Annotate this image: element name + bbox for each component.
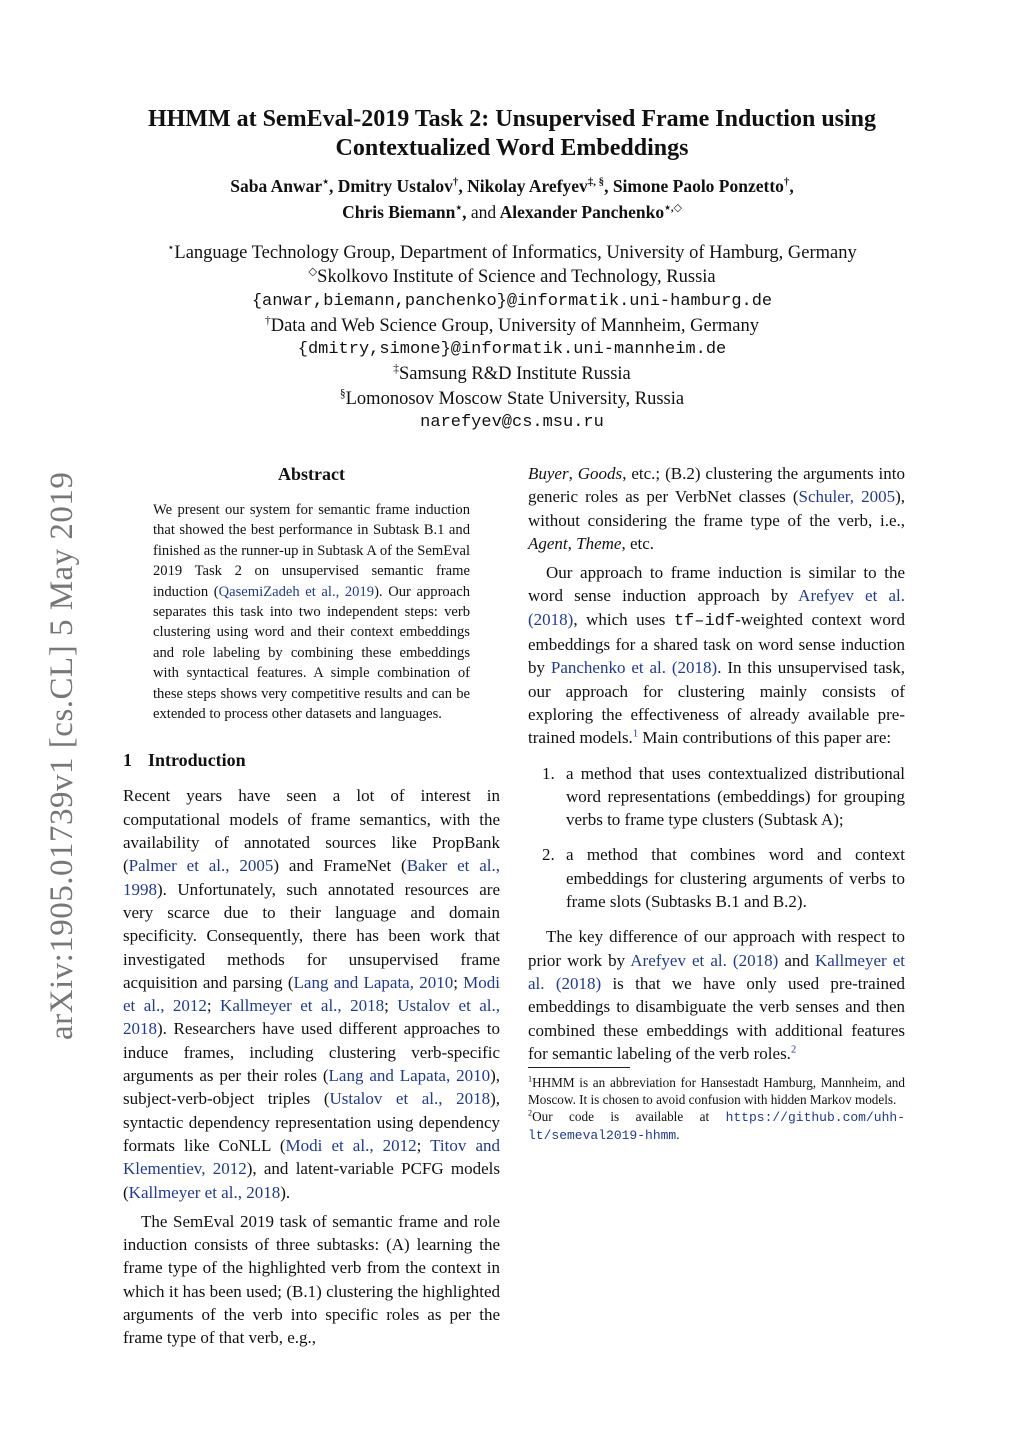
separator: ; <box>416 1135 431 1155</box>
citation-link[interactable]: Panchenko et al. (2018) <box>550 658 718 678</box>
tfidf-term: tf–idf <box>673 611 736 631</box>
footnote-divider <box>528 1067 630 1068</box>
list-marker: 1. <box>542 763 555 783</box>
citation-link[interactable]: Arefyev et al. (2018) <box>528 586 905 629</box>
contribution-list <box>528 762 905 914</box>
affiliation-line <box>100 314 924 338</box>
citation-link[interactable]: Schuler, 2005 <box>798 487 896 507</box>
paragraph-text: ), syntactic dependency representation using dependency formats like CoNLL ( <box>123 1089 500 1155</box>
role-term: Buyer <box>528 464 569 483</box>
affiliation-line <box>100 241 924 265</box>
list-item-text: a method that combines word and context embeddings for clustering arguments of verbs to frame slots (Subtasks B.1 and B.2). <box>566 845 905 912</box>
abstract-heading: Abstract <box>278 464 345 484</box>
footnote-marker[interactable]: 1 <box>632 728 639 740</box>
author-list <box>100 173 924 225</box>
citation-link[interactable]: Lang and Lapata, 2010 <box>328 1066 491 1086</box>
section-number: 1 <box>123 750 132 771</box>
paragraph-text: The key difference of our approach with respect to prior work by <box>528 927 905 970</box>
paragraph-text: Recent years have seen a lot of interest in computational models of frame semantics, with the availability of annotated sources like PropBank ( <box>123 786 500 876</box>
citation-link[interactable]: Ustalov et al., 2018 <box>329 1089 491 1109</box>
citation-link[interactable]: Modi et al., 2012 <box>285 1135 417 1155</box>
email-line[interactable]: narefyev@cs.msu.ru <box>420 413 604 433</box>
paragraph-text: . In this unsupervised task, our approach for clustering mainly consists of exploring the effectiveness of already available pre-trained models. <box>528 658 906 748</box>
paragraph-text: , etc.; (B.2) clustering the arguments into generic roles as per VerbNet classes ( <box>528 464 905 507</box>
separator: ; <box>453 972 464 992</box>
affiliation-line <box>100 362 924 386</box>
footnote-mark: 1 <box>528 1074 533 1084</box>
paragraph-continued <box>528 462 905 555</box>
author-name: Nikolay Arefyev <box>467 176 588 196</box>
author-mark: ⋆ <box>455 202 463 215</box>
citation-link[interactable]: Titov and Klementiev, 2012 <box>123 1135 500 1179</box>
list-item-text: a method that uses contextualized distributional word representations (embeddings) for grouping verbs to frame type clusters (Subtask A); <box>566 763 905 830</box>
role-term: Theme <box>576 533 622 553</box>
affiliation-mark: † <box>264 314 271 327</box>
author-mark: † <box>452 176 459 189</box>
list-marker: 2. <box>542 845 555 865</box>
citation-link[interactable]: QasemiZadeh et al., 2019 <box>218 583 375 600</box>
citation-link[interactable]: Palmer et al., 2005 <box>128 856 274 876</box>
author-line-1: Saba Anwar⋆, Dmitry Ustalov†, Nikolay Arefyev‡, §, Simone Paolo Ponzetto†, <box>230 176 794 196</box>
list-item <box>528 762 905 832</box>
paragraph-text: ). Researchers have used different approaches to induce frames, including clustering verb-specific arguments as per their roles ( <box>123 1019 500 1086</box>
citation-link[interactable]: Kallmeyer et al., 2018 <box>128 1182 281 1202</box>
section-heading-introduction <box>123 748 500 772</box>
author-mark: ‡, § <box>587 176 605 189</box>
paper-title <box>100 105 924 163</box>
affiliation-mark: ◇ <box>308 266 318 279</box>
footnote-text: . <box>676 1127 680 1143</box>
paragraph-text: , which uses <box>573 609 674 629</box>
affiliations <box>100 241 924 435</box>
abstract-text: We present our system for semantic frame induction that showed the best performance in Subtask B.1 and finished as the runner-up in Subtask A of the SemEval 2019 Task 2 on unsupervised semantic frame induction ( <box>153 502 470 600</box>
paragraph-text: is that we have only used pre-trained embeddings to disambiguate the verb senses and then combined these embeddings with additional features for semantic labeling of the verb roles. <box>528 973 905 1063</box>
citation-link[interactable]: Arefyev et al. (2018) <box>630 950 779 970</box>
affiliation-text: Samsung R&D Institute Russia <box>398 364 631 385</box>
email-line[interactable]: {dmitry,simone}@informatik.uni-mannheim.de <box>297 340 727 360</box>
paragraph <box>528 925 905 1065</box>
affiliation-mark: § <box>339 387 346 400</box>
separator: , <box>567 533 577 553</box>
author-name: Saba Anwar <box>230 176 323 196</box>
section-title: Introduction <box>148 750 246 771</box>
affiliation-line <box>100 265 924 289</box>
paragraph-text: ). Unfortunately, such annotated resources are very scarce due to their language and domain specificity. Consequently, there has been work that investigated methods for unsupervised frame acquisition and parsing ( <box>123 879 500 992</box>
code-url-link[interactable]: https://github.com/uhh-lt/semeval2019-hhmm <box>528 1110 905 1144</box>
author-name: Alexander Panchenko <box>499 202 665 222</box>
footnote <box>528 1108 905 1144</box>
affiliation-mark: ⋆ <box>167 241 175 254</box>
role-term: Goods <box>577 464 623 483</box>
affiliation-line <box>100 387 924 411</box>
abstract-body <box>153 500 470 724</box>
paragraph-text: and <box>778 950 815 970</box>
affiliation-text: Data and Web Science Group, University of Mannheim, Germany <box>270 315 759 336</box>
paragraph <box>528 561 905 749</box>
paragraph <box>123 1210 500 1350</box>
affiliation-text: Language Technology Group, Department of Informatics, University of Hamburg, Germany <box>174 243 857 263</box>
author-mark: ⋆,◇ <box>664 202 682 215</box>
author-name: Dmitry Ustalov <box>337 176 453 196</box>
paragraph-text: ), without considering the frame type of the verb, i.e., <box>528 487 905 530</box>
role-term: Agent <box>528 533 568 553</box>
paragraph-text: ), subject-verb-object triples ( <box>123 1066 500 1109</box>
title-line-1: HHMM at SemEval-2019 Task 2: Unsupervised Frame Induction using <box>147 106 877 132</box>
author-mark: ⋆ <box>322 176 329 189</box>
arxiv-stamp: arXiv:1905.01739v1 [cs.CL] 5 May 2019 <box>44 471 80 1040</box>
paragraph-text: ) and FrameNet ( <box>273 856 407 876</box>
footnote-mark: 2 <box>528 1108 533 1118</box>
paragraph <box>123 784 500 1203</box>
separator: ; <box>384 996 398 1016</box>
paragraph-text: The SemEval 2019 task of semantic frame and role induction consists of three subtasks: (A) learning the frame type of the highlighted verb from the context in which it has been used; (B.1) clustering the highlighted arguments of the verb into specific roles as per the frame type of that verb, e.g., <box>123 1211 500 1348</box>
email-line[interactable]: {anwar,biemann,panchenko}@informatik.uni-hamburg.de <box>251 291 773 311</box>
separator: , <box>568 464 578 483</box>
paragraph-text: -weighted context word embeddings for a shared task on word sense induction by <box>528 609 905 678</box>
paragraph-text: Our approach to frame induction is similar to the word sense induction approach by <box>528 563 905 606</box>
citation-link[interactable]: Modi et al., 2012 <box>123 972 500 1016</box>
affiliation-mark: ‡ <box>393 363 399 376</box>
abstract-text: ). Our approach separates this task into two independent steps: verb clustering using word and their context embeddings and role labeling by combining these embeddings with syntactical features. A simple combination of these steps shows very competitive results and can be extended to process other datasets and languages. <box>153 583 470 723</box>
footnote <box>528 1074 905 1108</box>
paragraph-text: ), and latent-variable PCFG models ( <box>123 1159 500 1202</box>
title-line-2: Contextualized Word Embeddings <box>335 135 689 161</box>
citation-link[interactable]: Kallmeyer et al., 2018 <box>220 996 385 1016</box>
author-mark: † <box>783 176 790 189</box>
affiliation-text: Skolkovo Institute of Science and Technology, Russia <box>317 267 716 288</box>
paragraph-text: Main contributions of this paper are: <box>638 728 892 748</box>
paragraph-text: , etc. <box>621 533 655 553</box>
author-name: Chris Biemann <box>342 202 456 222</box>
author-line-2: Chris Biemann⋆, and Alexander Panchenko⋆,◇ <box>342 202 682 222</box>
author-conjunction: and <box>470 202 497 222</box>
footnote-text: HHMM is an abbreviation for Hansestadt Hamburg, Mannheim, and Moscow. It is chosen to avoid confusion with hidden Markov models. <box>528 1075 905 1108</box>
citation-link[interactable]: Lang and Lapata, 2010 <box>293 972 454 992</box>
separator: ; <box>206 996 221 1016</box>
citation-link[interactable]: Baker et al., 1998 <box>123 856 500 899</box>
citation-link[interactable]: Ustalov et al., 2018 <box>123 996 501 1039</box>
left-column <box>123 462 500 1350</box>
list-item <box>528 843 905 913</box>
right-column <box>528 462 905 1144</box>
citation-link[interactable]: Kallmeyer et al. (2018) <box>528 950 906 993</box>
author-name: Simone Paolo Ponzetto <box>612 176 784 196</box>
footnote-marker[interactable]: 2 <box>790 1044 797 1056</box>
affiliation-text: Lomonosov Moscow State University, Russia <box>345 388 685 409</box>
paragraph-text: ). <box>280 1182 291 1202</box>
footnote-text: Our code is available at <box>532 1109 726 1125</box>
